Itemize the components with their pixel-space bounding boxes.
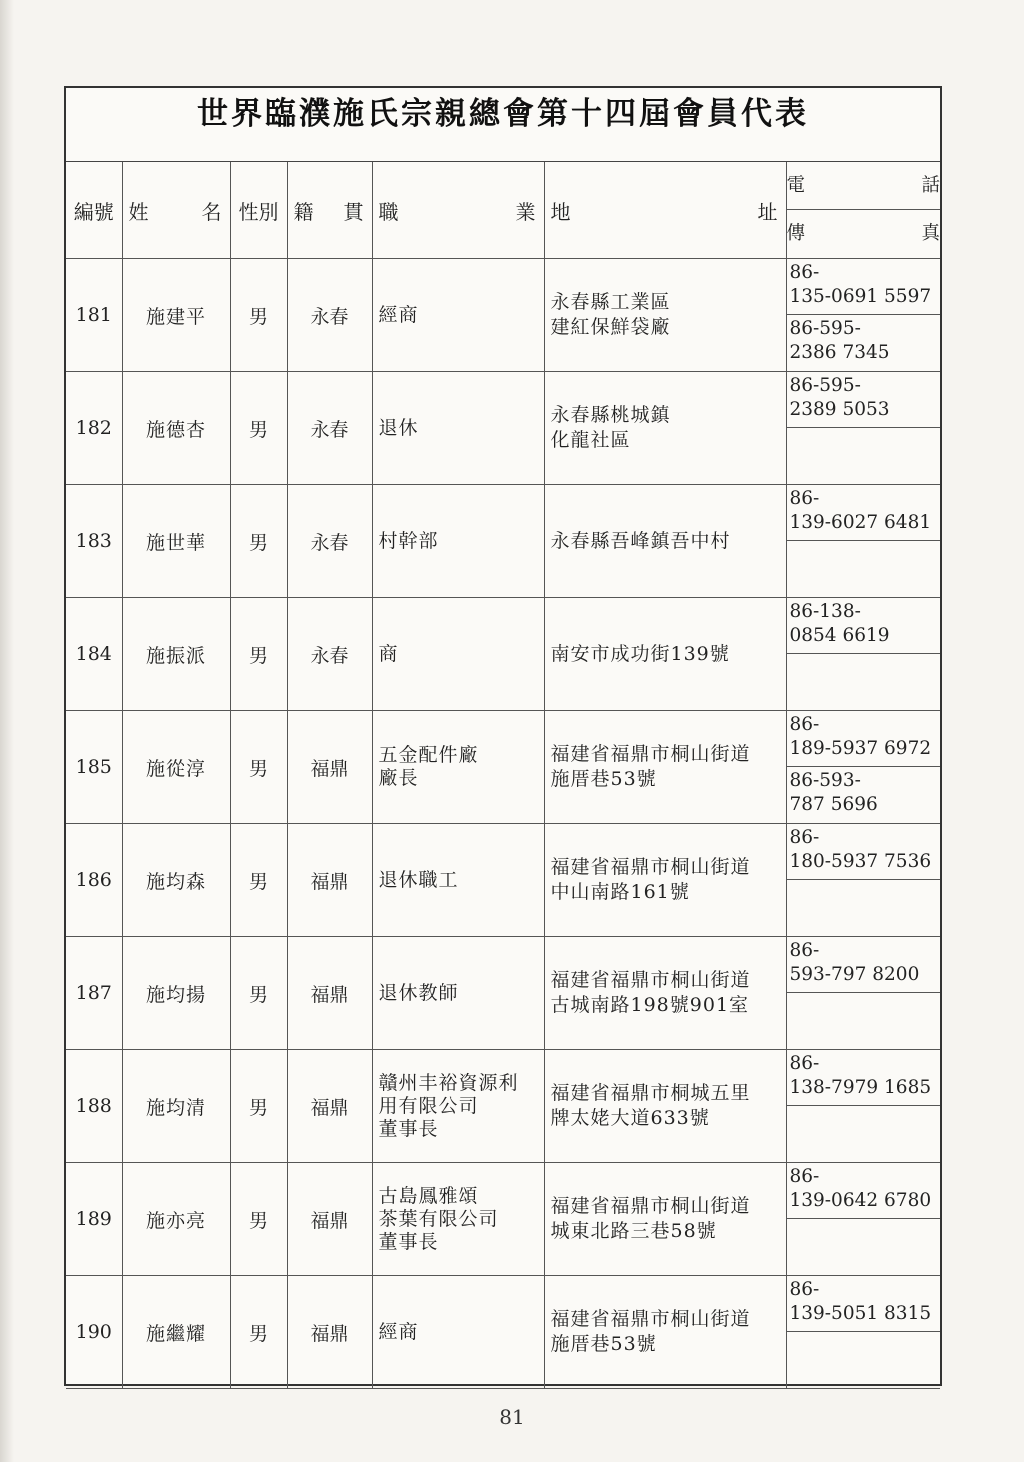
member-name: 施建平 xyxy=(122,259,230,372)
header-telephone-a: 電 xyxy=(786,175,806,196)
member-contact xyxy=(786,598,940,711)
telephone-line: 139-0642 6780 xyxy=(789,1190,932,1211)
member-origin: 永春 xyxy=(287,598,372,711)
page-title: 世界臨濮施氏宗親總會第十四屆會員代表 xyxy=(66,88,940,162)
address-line: 建紅保鮮袋廠 xyxy=(550,316,671,338)
address-line: 城東北路三巷58號 xyxy=(550,1220,717,1242)
telephone-cell xyxy=(787,372,941,428)
address-line: 牌太姥大道633號 xyxy=(550,1107,710,1129)
table-row xyxy=(66,1276,940,1389)
member-occupation xyxy=(372,937,544,1050)
member-origin: 福鼎 xyxy=(287,1276,372,1389)
occupation-line: 退休教師 xyxy=(378,981,459,1004)
address-line: 永春縣工業區 xyxy=(550,291,671,313)
header-number: 編號 xyxy=(66,162,122,259)
member-contact xyxy=(786,1163,940,1276)
fax-line: 86-593- xyxy=(789,770,861,791)
member-name: 施振派 xyxy=(122,598,230,711)
member-occupation xyxy=(372,598,544,711)
occupation-line: 商 xyxy=(378,642,399,665)
member-contact xyxy=(786,1050,940,1163)
telephone-cell xyxy=(787,1163,941,1219)
address-line: 中山南路161號 xyxy=(550,881,690,903)
member-sex: 男 xyxy=(230,937,287,1050)
member-address xyxy=(544,485,786,598)
table-row xyxy=(66,824,940,937)
member-origin: 永春 xyxy=(287,259,372,372)
header-address-b: 址 xyxy=(757,199,778,224)
header-fax-b: 真 xyxy=(921,223,940,244)
telephone-line: 86- xyxy=(789,1279,820,1300)
header-fax-a: 傳 xyxy=(786,223,806,244)
member-occupation xyxy=(372,259,544,372)
member-sex: 男 xyxy=(230,598,287,711)
member-name: 施德杏 xyxy=(122,372,230,485)
member-origin: 福鼎 xyxy=(287,824,372,937)
header-telephone xyxy=(787,162,941,210)
member-name: 施世華 xyxy=(122,485,230,598)
member-sex: 男 xyxy=(230,824,287,937)
member-origin: 福鼎 xyxy=(287,937,372,1050)
telephone-line: 86- xyxy=(789,1053,820,1074)
member-name: 施亦亮 xyxy=(122,1163,230,1276)
address-line: 南安市成功街139號 xyxy=(550,642,730,665)
member-address xyxy=(544,372,786,485)
telephone-line: 138-7979 1685 xyxy=(789,1077,932,1098)
table-row xyxy=(66,485,940,598)
member-origin: 福鼎 xyxy=(287,1163,372,1276)
occupation-line: 退休職工 xyxy=(378,868,459,891)
table-row xyxy=(66,259,940,372)
telephone-line: 593-797 8200 xyxy=(789,964,920,985)
member-contact xyxy=(786,824,940,937)
member-sex: 男 xyxy=(230,711,287,824)
member-number: 190 xyxy=(66,1276,122,1389)
member-origin: 永春 xyxy=(287,485,372,598)
header-name-a: 姓 xyxy=(128,199,149,224)
member-number: 189 xyxy=(66,1163,122,1276)
member-occupation xyxy=(372,1276,544,1389)
member-occupation xyxy=(372,372,544,485)
member-contact xyxy=(786,1276,940,1389)
header-contact xyxy=(786,162,940,259)
occupation-line: 退休 xyxy=(378,416,419,439)
occupation-line: 用有限公司 xyxy=(378,1094,479,1117)
member-sex: 男 xyxy=(230,1276,287,1389)
address-line: 古城南路198號901室 xyxy=(550,994,750,1016)
occupation-line: 村幹部 xyxy=(378,529,439,552)
address-line: 福建省福鼎市桐山街道 xyxy=(550,1195,751,1217)
telephone-line: 0854 6619 xyxy=(789,625,890,646)
fax-cell xyxy=(787,1332,941,1388)
member-name: 施均清 xyxy=(122,1050,230,1163)
member-address xyxy=(544,711,786,824)
address-line: 永春縣吾峰鎮吾中村 xyxy=(550,529,731,552)
telephone-cell xyxy=(787,259,941,315)
fax-line: 787 5696 xyxy=(789,794,878,815)
header-telephone-b: 話 xyxy=(921,175,940,196)
member-address xyxy=(544,937,786,1050)
member-contact xyxy=(786,485,940,598)
telephone-cell xyxy=(787,485,941,541)
member-number: 181 xyxy=(66,259,122,372)
member-occupation xyxy=(372,824,544,937)
member-number: 184 xyxy=(66,598,122,711)
member-occupation xyxy=(372,1163,544,1276)
member-name: 施均揚 xyxy=(122,937,230,1050)
member-address xyxy=(544,598,786,711)
table-row xyxy=(66,1050,940,1163)
member-sex: 男 xyxy=(230,485,287,598)
address-line: 福建省福鼎市桐城五里 xyxy=(550,1082,751,1104)
telephone-cell xyxy=(787,1050,941,1106)
address-line: 福建省福鼎市桐山街道 xyxy=(550,856,751,878)
telephone-cell xyxy=(787,824,941,880)
table-row xyxy=(66,937,940,1050)
member-number: 183 xyxy=(66,485,122,598)
telephone-cell xyxy=(787,1276,941,1332)
occupation-line: 董事長 xyxy=(378,1117,439,1140)
header-sex: 性別 xyxy=(230,162,287,259)
telephone-line: 189-5937 6972 xyxy=(789,738,932,759)
member-name: 施從淳 xyxy=(122,711,230,824)
member-contact xyxy=(786,937,940,1050)
telephone-line: 139-6027 6481 xyxy=(789,512,932,533)
telephone-cell xyxy=(787,598,941,654)
table-row xyxy=(66,1163,940,1276)
header-occupation xyxy=(372,162,544,259)
occupation-line: 廠長 xyxy=(378,767,419,789)
telephone-line: 139-5051 8315 xyxy=(789,1303,932,1324)
member-occupation xyxy=(372,711,544,824)
telephone-line: 86- xyxy=(789,940,820,961)
member-number: 182 xyxy=(66,372,122,485)
telephone-line: 86- xyxy=(789,1166,820,1187)
occupation-line: 董事長 xyxy=(378,1230,439,1253)
member-contact xyxy=(786,259,940,372)
table-row xyxy=(66,372,940,485)
book-spine-shadow xyxy=(0,0,14,1462)
header-occupation-b: 業 xyxy=(515,199,536,224)
member-address xyxy=(544,1050,786,1163)
address-line: 施厝巷53號 xyxy=(550,768,657,790)
member-number: 186 xyxy=(66,824,122,937)
fax-cell xyxy=(787,428,941,484)
member-sex: 男 xyxy=(230,372,287,485)
fax-line: 2386 7345 xyxy=(789,342,890,363)
telephone-line: 86-595- xyxy=(789,375,861,396)
fax-cell xyxy=(787,767,941,823)
header-origin-b: 貫 xyxy=(343,199,364,224)
telephone-line: 86- xyxy=(789,827,820,848)
fax-cell xyxy=(787,993,941,1049)
table-row xyxy=(66,598,940,711)
telephone-cell xyxy=(787,711,941,767)
member-number: 187 xyxy=(66,937,122,1050)
roster-frame xyxy=(64,86,942,1386)
member-name: 施繼耀 xyxy=(122,1276,230,1389)
telephone-line: 86- xyxy=(789,262,820,283)
address-line: 福建省福鼎市桐山街道 xyxy=(550,1308,751,1330)
header-occupation-a: 職 xyxy=(378,199,399,224)
occupation-line: 五金配件廠 xyxy=(378,744,479,766)
member-address xyxy=(544,824,786,937)
member-occupation xyxy=(372,1050,544,1163)
fax-cell xyxy=(787,654,941,710)
telephone-line: 86-138- xyxy=(789,601,861,622)
member-contact xyxy=(786,372,940,485)
address-line: 福建省福鼎市桐山街道 xyxy=(550,969,751,991)
occupation-line: 經商 xyxy=(378,1320,419,1343)
header-address xyxy=(544,162,786,259)
header-address-a: 地 xyxy=(550,199,571,224)
member-origin: 福鼎 xyxy=(287,1050,372,1163)
header-name-b: 名 xyxy=(201,199,222,224)
page-number: 81 xyxy=(499,1405,525,1429)
member-address xyxy=(544,1276,786,1389)
address-line: 化龍社區 xyxy=(550,429,631,451)
member-sex: 男 xyxy=(230,1050,287,1163)
fax-cell xyxy=(787,1106,941,1162)
member-origin: 福鼎 xyxy=(287,711,372,824)
header-name xyxy=(122,162,230,259)
fax-line: 86-595- xyxy=(789,318,861,339)
fax-cell xyxy=(787,1219,941,1275)
address-line: 施厝巷53號 xyxy=(550,1333,657,1355)
header-fax xyxy=(787,210,941,258)
telephone-cell xyxy=(787,937,941,993)
member-address xyxy=(544,1163,786,1276)
telephone-line: 86- xyxy=(789,488,820,509)
member-number: 188 xyxy=(66,1050,122,1163)
fax-cell xyxy=(787,315,941,371)
header-origin xyxy=(287,162,372,259)
member-sex: 男 xyxy=(230,1163,287,1276)
address-line: 福建省福鼎市桐山街道 xyxy=(550,743,751,765)
member-name: 施均森 xyxy=(122,824,230,937)
occupation-line: 贛州丰裕資源利 xyxy=(378,1071,519,1094)
member-occupation xyxy=(372,485,544,598)
fax-cell xyxy=(787,880,941,936)
telephone-line: 2389 5053 xyxy=(789,399,890,420)
telephone-line: 135-0691 5597 xyxy=(789,286,932,307)
member-address xyxy=(544,259,786,372)
occupation-line: 茶葉有限公司 xyxy=(378,1207,499,1230)
table-header-row xyxy=(66,162,940,259)
member-contact xyxy=(786,711,940,824)
member-table xyxy=(66,162,940,1389)
occupation-line: 經商 xyxy=(378,303,419,326)
address-line: 永春縣桃城鎮 xyxy=(550,404,671,426)
header-origin-a: 籍 xyxy=(293,199,314,224)
table-row xyxy=(66,711,940,824)
member-origin: 永春 xyxy=(287,372,372,485)
member-number: 185 xyxy=(66,711,122,824)
occupation-line: 古島鳳雅頌 xyxy=(378,1184,479,1207)
telephone-line: 180-5937 7536 xyxy=(789,851,932,872)
member-sex: 男 xyxy=(230,259,287,372)
telephone-line: 86- xyxy=(789,714,820,735)
fax-cell xyxy=(787,541,941,597)
